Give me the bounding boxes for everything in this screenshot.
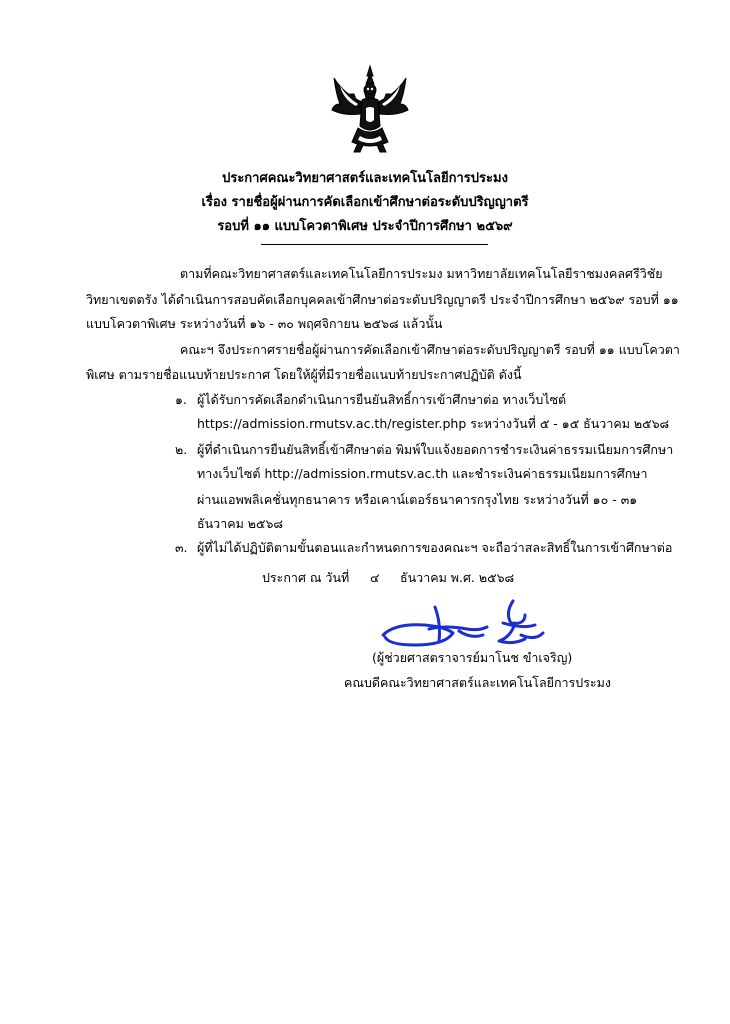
- announcement-title: ประกาศคณะวิทยาศาสตร์และเทคโนโลยีการประมง: [222, 171, 508, 186]
- paragraph-2-line-2: พิเศษ ตามรายชื่อแนบท้ายประกาศ โดยให้ผู้ที่มีรายชื่อแนบท้ายประกาศปฏิบัติ ดังนี้: [86, 367, 522, 382]
- list-item-1-line-1: ผู้ได้รับการคัดเลือกดำเนินการยืนยันสิทธิ์การเข้าศึกษาต่อ ทางเว็บไซต์: [197, 392, 567, 407]
- list-item-3-line-1: ผู้ที่ไม่ได้ปฏิบัติตามขั้นตอนและกำหนดการของคณะฯ จะถือว่าสละสิทธิ์ในการเข้าศึกษาต่อ: [197, 540, 673, 555]
- list-item-number: ๑.: [175, 392, 187, 407]
- list-item-2-line-1: ผู้ที่ดำเนินการยืนยันสิทธิ์เข้าศึกษาต่อ พิมพ์ใบแจ้งยอดการชำระเงินค่าธรรมเนียมการศึกษา: [197, 442, 674, 457]
- announcement-subject: เรื่อง รายชื่อผู้ผ่านการคัดเลือกเข้าศึกษาต่อระดับปริญญาตรี: [201, 195, 529, 210]
- dateline-month-year: ธันวาคม พ.ศ. ๒๕๖๘: [400, 570, 515, 585]
- list-item-number: ๒.: [175, 442, 188, 457]
- list-item-1-line-2: https://admission.rmutsv.ac.th/register.php ระหว่างวันที่ ๕ - ๑๕ ธันวาคม ๒๕๖๘: [197, 416, 670, 431]
- dateline-prefix: ประกาศ ณ วันที่: [262, 570, 350, 585]
- announcement-round: รอบที่ ๑๑ แบบโควตาพิเศษ ประจำปีการศึกษา ๒๕๖๙: [217, 219, 513, 234]
- list-item-2-line-3: ผ่านแอพพลิเคชั่นทุกธนาคาร หรือเคาน์เตอร์ธนาคารกรุงไทย ระหว่างวันที่ ๑๐ - ๓๑: [197, 492, 638, 507]
- signatory-name: (ผู้ช่วยศาสตราจารย์มาโนช ขำเจริญ): [372, 650, 573, 665]
- list-item-2-line-2: ทางเว็บไซต์ http://admission.rmutsv.ac.th และชำระเงินค่าธรรมเนียมการศึกษา: [197, 466, 648, 481]
- paragraph-2-line-1: คณะฯ จึงประกาศรายชื่อผู้ผ่านการคัดเลือกเข้าศึกษาต่อระดับปริญญาตรี รอบที่ ๑๑ แบบโควตา: [180, 342, 680, 357]
- heading-divider: [261, 244, 488, 245]
- list-item-2-line-4: ธันวาคม ๒๕๖๘: [197, 516, 284, 531]
- signatory-title: คณบดีคณะวิทยาศาสตร์และเทคโนโลยีการประมง: [344, 675, 611, 690]
- paragraph-1-line-2: วิทยาเขตตรัง ได้ดำเนินการสอบคัดเลือกบุคคลเข้าศึกษาต่อระดับปริญญาตรี ประจำปีการศึกษา ๒๕๖๙ รอบที่ ๑๑: [86, 292, 679, 307]
- list-item-number: ๓.: [175, 540, 188, 555]
- paragraph-1-line-1: ตามที่คณะวิทยาศาสตร์และเทคโนโลยีการประมง มหาวิทยาลัยเทคโนโลยีราชมงคลศรีวิชัย: [180, 266, 663, 281]
- paragraph-1-line-3: แบบโควตาพิเศษ ระหว่างวันที่ ๑๖ - ๓๐ พฤศจิกายน ๒๕๖๘ แล้วนั้น: [86, 316, 443, 331]
- garuda-emblem-icon: [330, 64, 410, 156]
- handwritten-signature-icon: [375, 595, 555, 655]
- dateline-day: ๔: [370, 570, 380, 585]
